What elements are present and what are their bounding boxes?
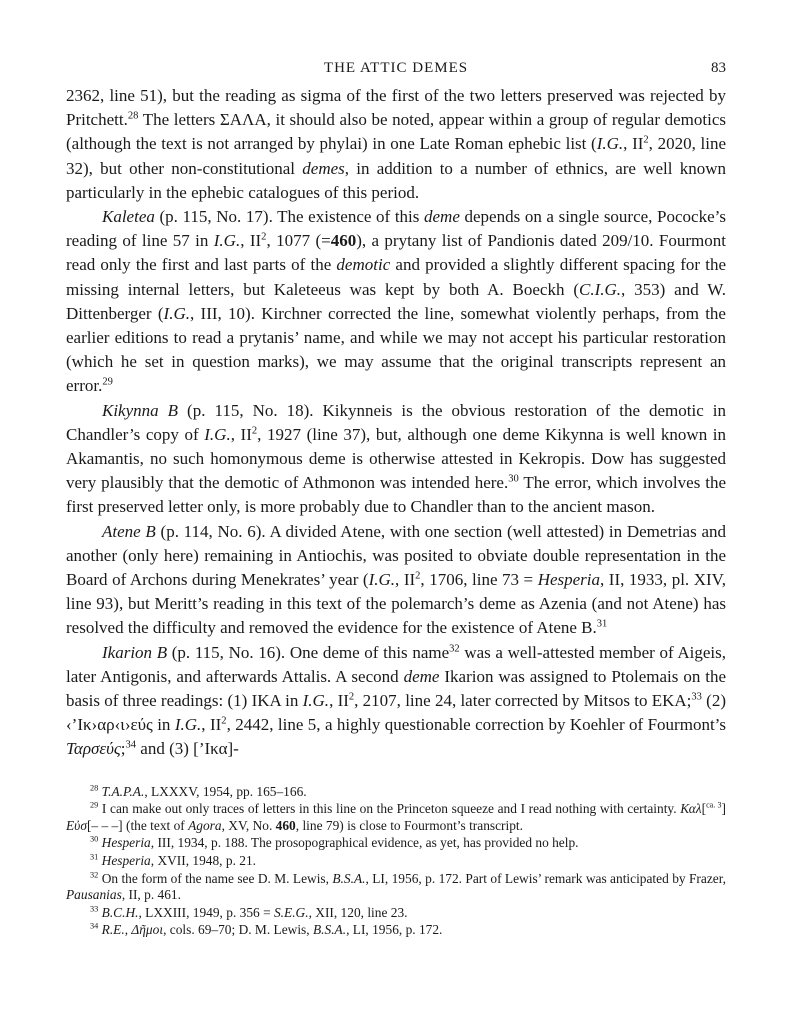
paragraph-kaletea: Kaletea (p. 115, No. 17). The existence of this deme depends on a single source, Pococke’s reading of line 57 in I.G., $II^2$, 1077 (=460), a prytany list of Pandionis dated 209/10. Fourmont read only the first and last parts of the demotic and provided a slightly different spacing for the missing internal letters, but Kaleteeus was kept by both A. Boeckh (C.I.G., 353) and W. Dittenberger (I.G., III, 10). Kirchner corrected the line, somewhat violently perhaps, from the earlier editions to read a prytanis’ name, and while we may not accept his particular restoration (which he set in question marks), we may assume that the original transcripts represent an error.$^{29}$ <box>66 207 726 396</box>
page-number: 83 <box>711 60 726 76</box>
main-text <box>66 84 726 762</box>
footnote-30: $^{30}$ Hesperia, III, 1934, p. 188. The prosopographical evidence, as yet, has provided no help. <box>90 835 579 851</box>
page <box>66 58 726 940</box>
running-title: THE ATTIC DEMES <box>323 60 469 76</box>
paragraph-kikynna: Kikynna B (p. 115, No. 18). Kikynneis is the obvious restoration of the demotic in Chandler’s copy of I.G., $II^2$, 1927 (line 37), but, although one deme Kikynna is well known in Akamantis, no such homonymous deme is otherwise attested in Kekropis. Dow has suggested very plausibly that the demotic of Athmonon was intended here.$^{30}$ The error, which involves the first preserved letter only, is more probably due to Chandler than to the ancient mason. <box>66 400 727 517</box>
footnote-34: $^{34}$ R.E., Δῆμοι, cols. 69–70; D. M. Lewis, B.S.A., LI, 1956, p. 172. <box>90 921 443 938</box>
running-header <box>66 58 726 84</box>
footnote-28: $^{28}$ T.A.P.A., LXXXV, 1954, pp. 165–166. <box>90 783 307 799</box>
paragraph-ikarion: Ikarion B (p. 115, No. 16). One deme of this name$^{32}$ was a well-attested member of Aigeis, later Antigonis, and afterwards Attalis. A second deme Ikarion was assigned to Ptolemais on the basis of three readings: (1) ΙΚΑ in I.G., $II^2$, 2107, line 24, later corrected by Mitsos to ΕΚΑ;$^{33}$ (2) ‹’Ικ›αρ‹ι›εύς in I.G., $II^2$, 2442, line 5, a highly questionable correction by Koehler of Fourmont’s Ταρσεύς;$^{34}$ and (3) [’Ικα]- <box>66 642 727 759</box>
footnote-31: $^{31}$ Hesperia, XVII, 1948, p. 21. <box>90 852 257 869</box>
paragraph-atene: Atene B (p. 114, No. 6). A divided Atene, with one section (well attested) in Demetrias and another (only here) remaining in Antiochis, was posited to obviate double representation in the Board of Archons during Menekrates’ year (I.G., $II^2$, 1706, line 73 = Hesperia, II, 1933, pl. XIV, line 93), but Meritt’s reading in this text of the polemarch’s deme as Azenia (and not Atene) has resolved the difficulty and removed the evidence for the existence of Atene B.$^{31}$ <box>66 521 726 638</box>
footnote-29: $^{29}$ I can make out only traces of letters in this line on the Princeton squeeze and I read nothing with certainty. Καλ[$^{ca. 3}$] Εὐσ[– – –] (the text of Agora, XV, No. 460, line 79) is close to Fourmont’s transcript. <box>66 800 726 833</box>
footnote-33: $^{33}$ B.C.H., LXXIII, 1949, p. 356 = S.E.G., XII, 120, line 23. <box>90 904 408 920</box>
paragraph: 2362, line 51), but the reading as sigma of the first of the two letters preserved was rejected by Pritchett.$^{28}$ The letters ΣΑΛΑ, it should also be noted, appear within a group of regular demotics (although the text is not arranged by phylai) in one Late Roman ephebic list (I.G., $II^2$, 2020, line 32), but other non-constitutional demes, in addition to a number of ethnics, are well known particularly in the ephebic catalogues of this period. <box>66 86 727 202</box>
footnotes <box>66 784 726 939</box>
footnote-32: $^{32}$ On the form of the name see D. M. Lewis, B.S.A., LI, 1956, p. 172. Part of Lewis’ remark was anticipated by Frazer, Pausanias, II, p. 461. <box>66 870 726 903</box>
